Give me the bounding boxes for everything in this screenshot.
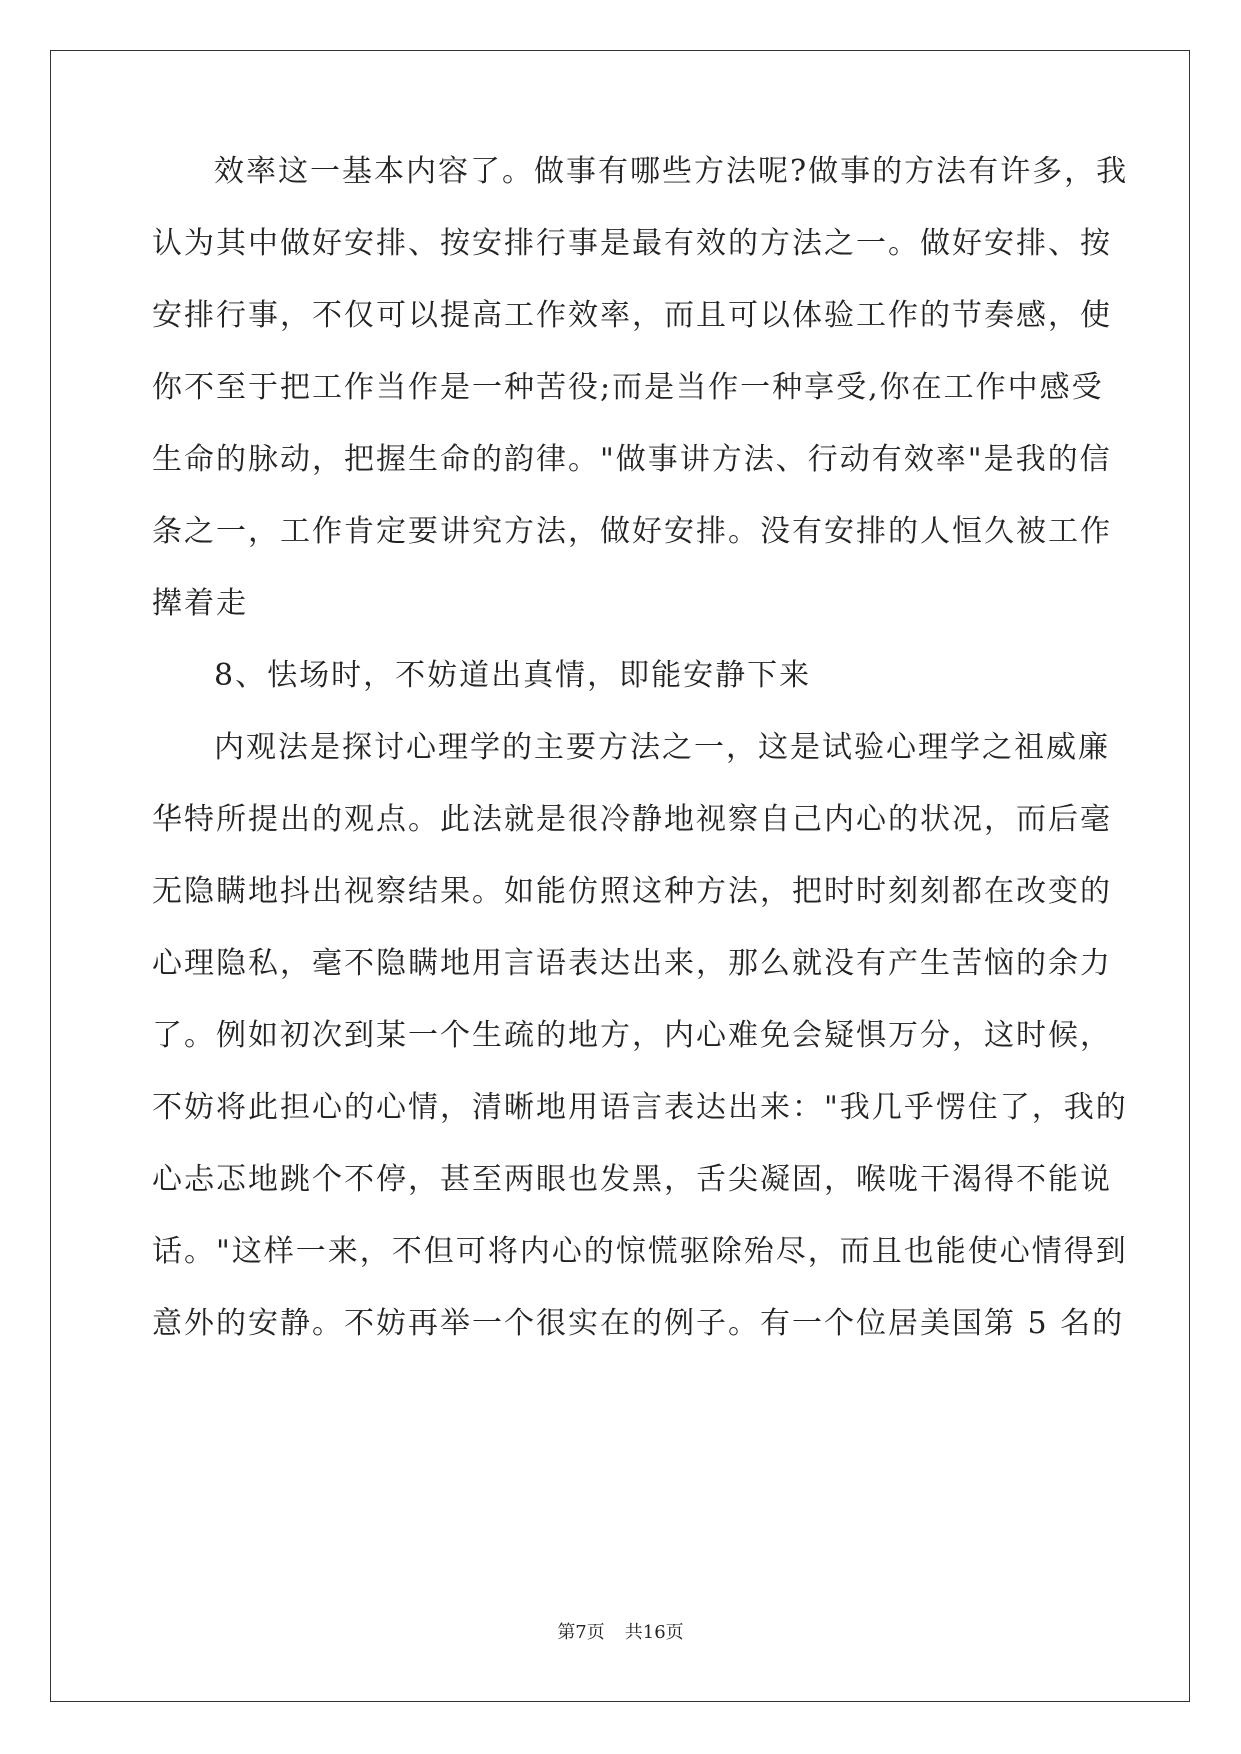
text-line: 心理隐私，毫不隐瞒地用言语表达出来，那么就没有产生苦恼的余力 xyxy=(152,946,1112,981)
text-line: 内观法是探讨心理学的主要方法之一，这是试验心理学之祖威廉 xyxy=(214,730,1110,765)
text-line: 认为其中做好安排、按安排行事是最有效的方法之一。做好安排、按 xyxy=(152,226,1112,261)
page-number: 第7页 xyxy=(557,1622,605,1643)
text-line: 安排行事，不仅可以提高工作效率，而且可以体验工作的节奏感，使 xyxy=(152,298,1112,333)
text-line: 效率这一基本内容了。做事有哪些方法呢?做事的方法有许多，我 xyxy=(214,154,1129,189)
text-line: 撵着走 xyxy=(152,586,248,621)
text-line: 你不至于把工作当作是一种苦役;而是当作一种享受,你在工作中感受 xyxy=(152,370,1104,405)
text-line: 心忐忑地跳个不停，甚至两眼也发黑，舌尖凝固，喉咙干渴得不能说 xyxy=(152,1162,1112,1197)
text-line: 话。"这样一来，不但可将内心的惊慌驱除殆尽，而且也能使心情得到 xyxy=(152,1234,1128,1269)
page-total: 共16页 xyxy=(624,1622,684,1643)
page-footer xyxy=(0,1621,1241,1645)
text-line: 华特所提出的观点。此法就是很冷静地视察自己内心的状况，而后毫 xyxy=(152,802,1112,837)
text-line: 意外的安静。不妨再举一个很实在的例子。有一个位居美国第 5 名的 xyxy=(152,1306,1125,1341)
text-line: 无隐瞒地抖出视察结果。如能仿照这种方法，把时时刻刻都在改变的 xyxy=(152,874,1112,909)
text-line: 条之一，工作肯定要讲究方法，做好安排。没有安排的人恒久被工作 xyxy=(152,514,1112,549)
text-line: 了。例如初次到某一个生疏的地方，内心难免会疑惧万分，这时候， xyxy=(152,1018,1112,1053)
text-line: 不妨将此担心的心情，清晰地用语言表达出来："我几乎愣住了，我的 xyxy=(152,1090,1128,1125)
text-line: 生命的脉动，把握生命的韵律。"做事讲方法、行动有效率"是我的信 xyxy=(152,442,1112,477)
section-heading: 8、怯场时，不妨道出真情，即能安静下来 xyxy=(214,658,812,693)
